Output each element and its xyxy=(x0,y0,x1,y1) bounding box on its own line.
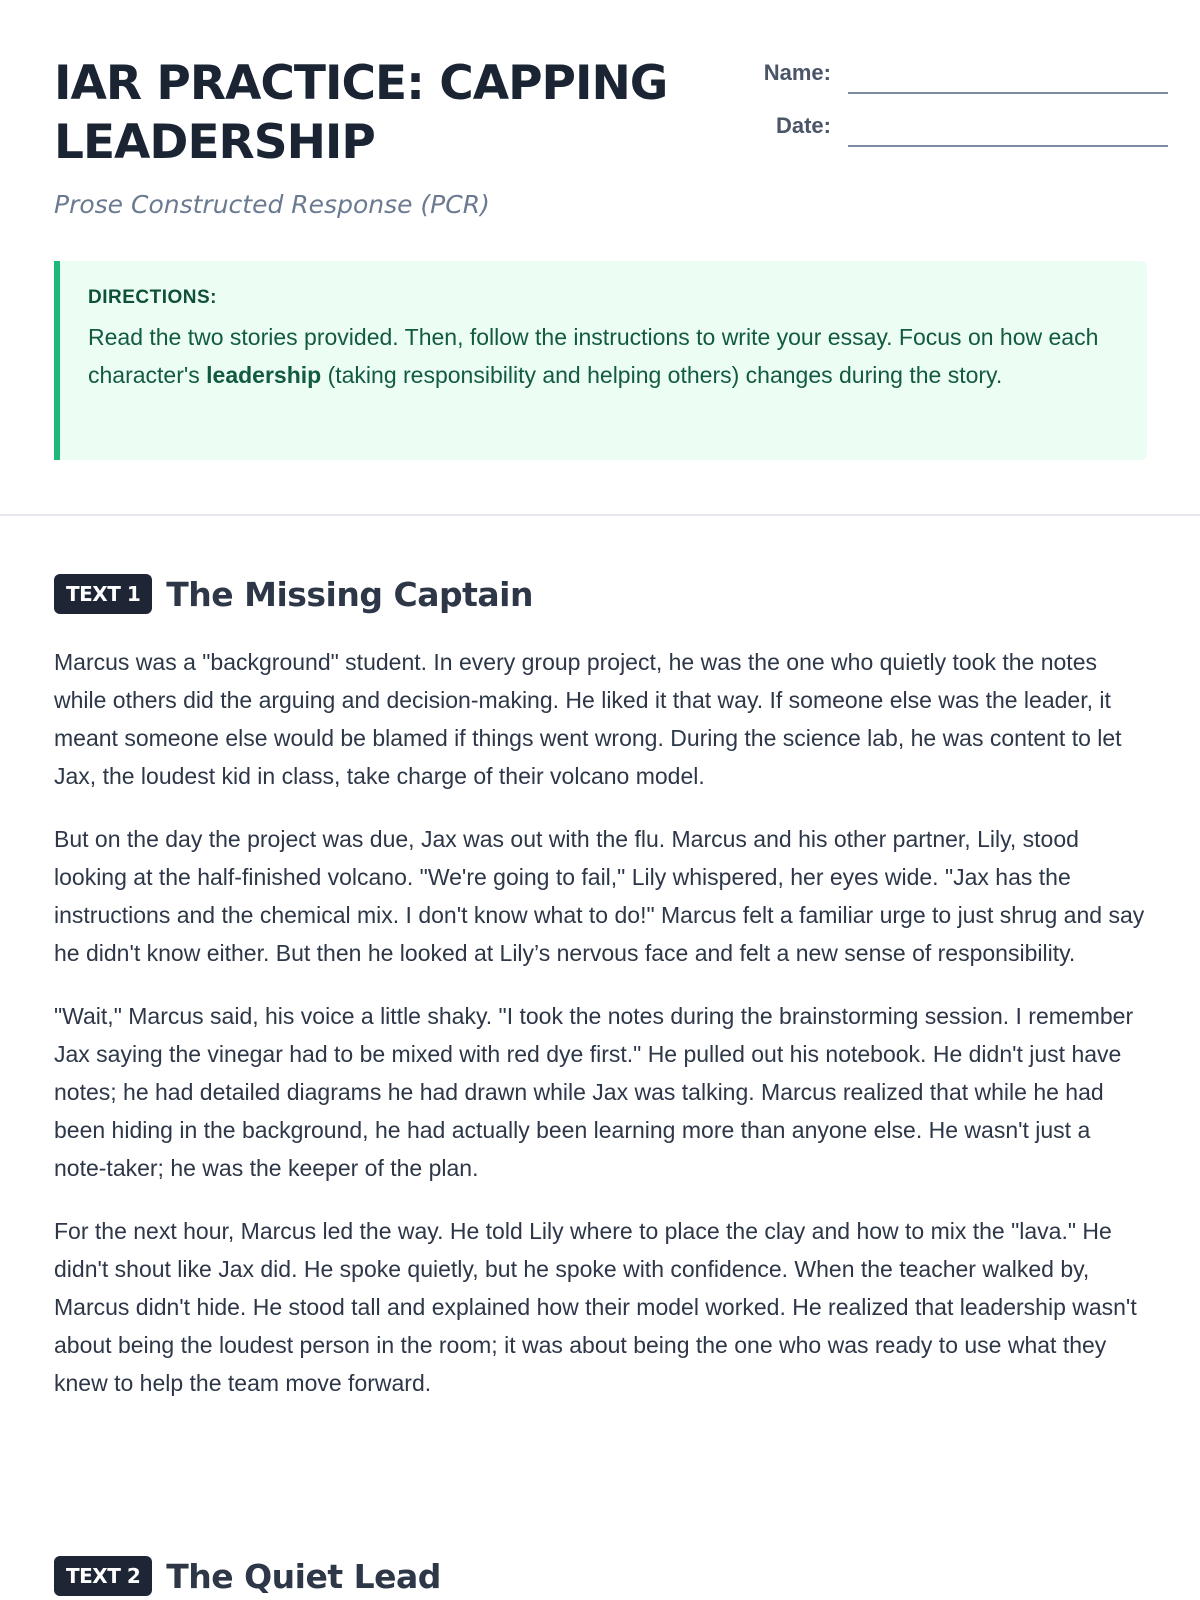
directions-box xyxy=(54,261,1147,460)
text-1-body xyxy=(54,643,1147,1427)
text-2-badge: TEXT 2 xyxy=(54,1556,152,1596)
date-field[interactable] xyxy=(848,145,1168,147)
name-field[interactable] xyxy=(848,92,1168,94)
text-2-header xyxy=(54,1556,441,1596)
directions-heading: DIRECTIONS: xyxy=(88,287,217,308)
directions-keyword: leadership xyxy=(206,362,322,388)
story-paragraph: But on the day the project was due, Jax was out with the flu. Marcus and his other partner, Lily, stood looking at the half-finished volcano. "We're going to fail," Lily whispered, her eyes wide. "Jax has the instructions and the chemical mix. I don't know what to do!" Marcus felt a familiar urge to just shrug and say he didn't know either. But then he looked at Lily’s nervous face and felt a new sense of responsibility. xyxy=(54,826,1145,966)
name-row xyxy=(718,60,1158,113)
text-1-badge: TEXT 1 xyxy=(54,574,152,614)
text-1-header xyxy=(54,574,533,614)
title-block xyxy=(54,54,704,219)
story-paragraph: Marcus was a "background" student. In every group project, he was the one who quietly took the notes while others did the arguing and decision-making. He liked it that way. If someone else was the leader, it meant someone else would be blamed if things went wrong. During the science lab, he was content to let Jax, the loudest kid in class, take charge of their volcano model. xyxy=(54,649,1122,789)
page-title: IAR PRACTICE: CAPPING LEADERSHIP xyxy=(54,56,668,170)
page-subtitle: Prose Constructed Response (PCR) xyxy=(54,190,490,219)
story-paragraph: For the next hour, Marcus led the way. He told Lily where to place the clay and how to mix the "lava." He didn't shout like Jax did. He spoke quietly, but he spoke with confidence. When the teacher walked by, Marcus didn't hide. He stood tall and explained how their model worked. He realized that leadership wasn't about being the loudest person in the room; it was about being the one who was ready to use what they knew to help the team move forward. xyxy=(54,1218,1137,1396)
directions-text xyxy=(88,318,1119,394)
page-header xyxy=(54,54,1147,224)
date-label: Date: xyxy=(775,113,831,138)
student-info xyxy=(718,60,1158,166)
directions-text-end: (taking responsibility and helping others) changes during the story. xyxy=(321,362,1003,388)
name-label: Name: xyxy=(763,60,831,85)
section-divider xyxy=(0,514,1200,516)
text-1-title: The Missing Captain xyxy=(166,574,533,614)
date-row xyxy=(718,113,1158,166)
text-2-title: The Quiet Lead xyxy=(166,1556,441,1596)
story-paragraph: "Wait," Marcus said, his voice a little shaky. "I took the notes during the brainstorming session. I remember Jax saying the vinegar had to be mixed with red dye first." He pulled out his notebook. He didn't just have notes; he had detailed diagrams he had drawn while Jax was talking. Marcus realized that while he had been hiding in the background, he had actually been learning more than anyone else. He wasn't just a note-taker; he was the keeper of the plan. xyxy=(54,1003,1134,1181)
directions-text-start: Read the two stories provided. Then, follow the instructions to write your essay. Focus on how each character's xyxy=(88,324,1099,388)
